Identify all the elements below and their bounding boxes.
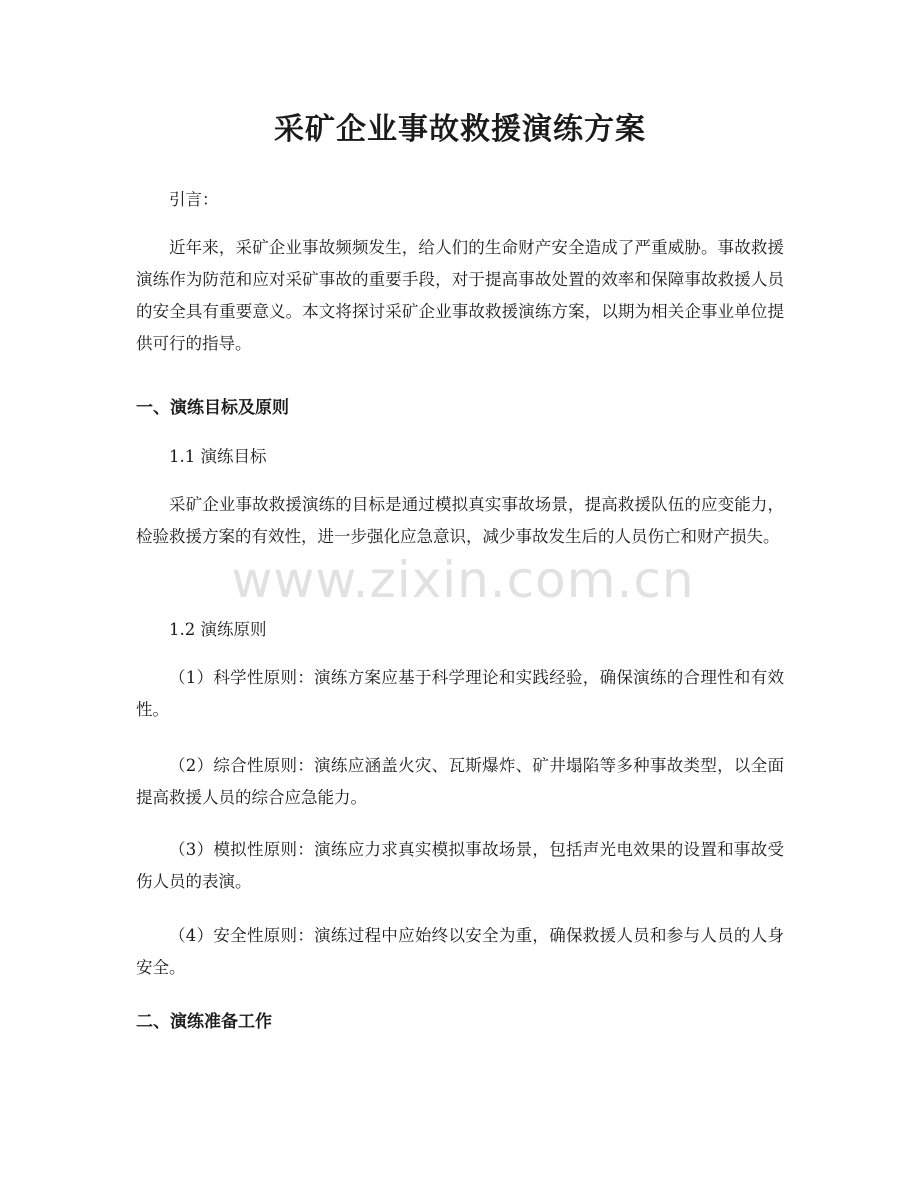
watermark: www.zixin.com.cn [231,551,695,609]
intro-label: 引言： [169,190,219,209]
subsection-heading-1-1: 1.1 演练目标 [169,447,267,466]
principle-item: （1）科学性原则：演练方案应基于科学理论和实践经验，确保演练的合理性和有效性。 [136,668,784,719]
document-title: 采矿企业事故救援演练方案 [274,112,646,147]
subsection-heading-1-2: 1.2 演练原则 [169,620,267,639]
section-heading-2: 二、演练准备工作 [136,1012,272,1032]
principle-item: （3）模拟性原则：演练应力求真实模拟事故场景，包括声光电效果的设置和事故受伤人员的表演。 [136,840,784,891]
principle-item: （2）综合性原则：演练应涵盖火灾、瓦斯爆炸、矿井塌陷等多种事故类型，以全面提高救援人员的综合应急能力。 [136,756,784,807]
section-heading-1: 一、演练目标及原则 [136,398,289,418]
goal-paragraph: 采矿企业事故救援演练的目标是通过模拟真实事故场景，提高救援队伍的应变能力，检验救援方案的有效性，进一步强化应急意识，减少事故发生后的人员伤亡和财产损失。 [136,495,784,546]
intro-paragraph: 近年来，采矿企业事故频频发生，给人们的生命财产安全造成了严重威胁。事故救援演练作为防范和应对采矿事故的重要手段，对于提高事故处置的效率和保障事故救援人员的安全具有重要意义。本文将探讨采矿企业事故救援演练方案，以期为相关企事业单位提供可行的指导。 [136,238,784,353]
principle-item: （4）安全性原则：演练过程中应始终以安全为重，确保救援人员和参与人员的人身安全。 [136,926,784,977]
